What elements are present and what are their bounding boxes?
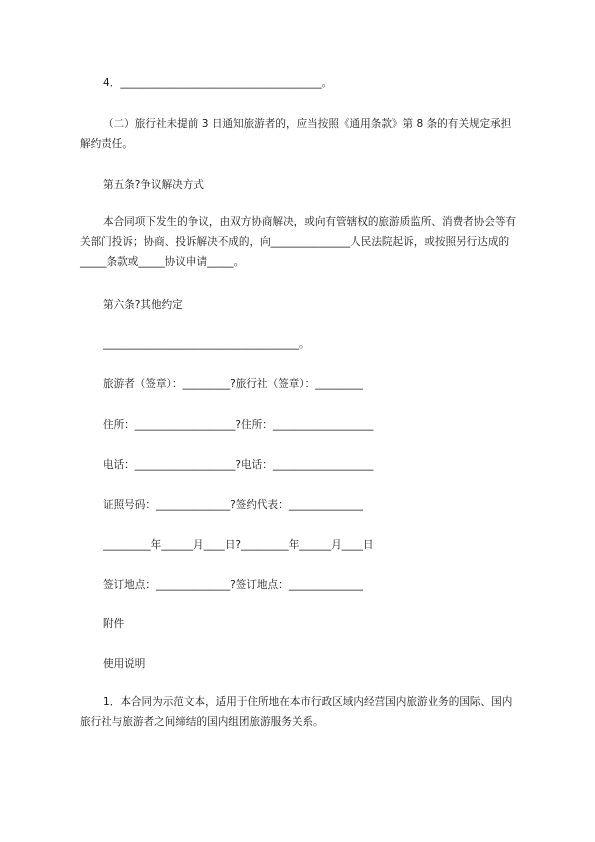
- paragraph-notice-liability: （二）旅行社未提前 3 日通知旅游者的，应当按照《通用条款》第 8 条的有关规定承担解约责任。: [80, 118, 512, 150]
- signature-line-tourist-agency: 旅游者（签章）：_________?旅行社（签章）：_________: [103, 378, 363, 390]
- id-representative-line: 证照号码：______________?签约代表：______________: [103, 499, 363, 511]
- item-4-blank: 4．______________________________________。: [103, 77, 333, 89]
- usage-item-1: 1．本合同为示范文本，适用于住所地在本市行政区域内经营国内旅游业务的国际、国内旅行社与旅游者之间缔结的国内组团旅游服务关系。: [80, 696, 513, 728]
- address-line: 住所：___________________?住所：___________________: [103, 419, 374, 431]
- signing-place-line: 签订地点：______________?签订地点：______________: [103, 579, 363, 591]
- article-6-blank: _____________________________________。: [103, 338, 310, 350]
- article-5-body: 本合同项下发生的争议，由双方协商解决，或向有管辖权的旅游质监所、消费者协会等有关部门投诉；协商、投诉解决不成的，向_______________人民法院起诉，或按照另行达成的_____条款或_____协议申请_____。: [80, 216, 517, 268]
- article-6-title: 第六条?其他约定: [103, 299, 183, 311]
- phone-line: 电话：___________________?电话：___________________: [103, 459, 374, 471]
- attachment-heading: 附件: [103, 618, 125, 630]
- date-line: _________年______月____日?_________年______月____日: [103, 539, 374, 551]
- article-5-title: 第五条?争议解决方式: [103, 179, 204, 191]
- usage-instructions-heading: 使用说明: [103, 658, 146, 670]
